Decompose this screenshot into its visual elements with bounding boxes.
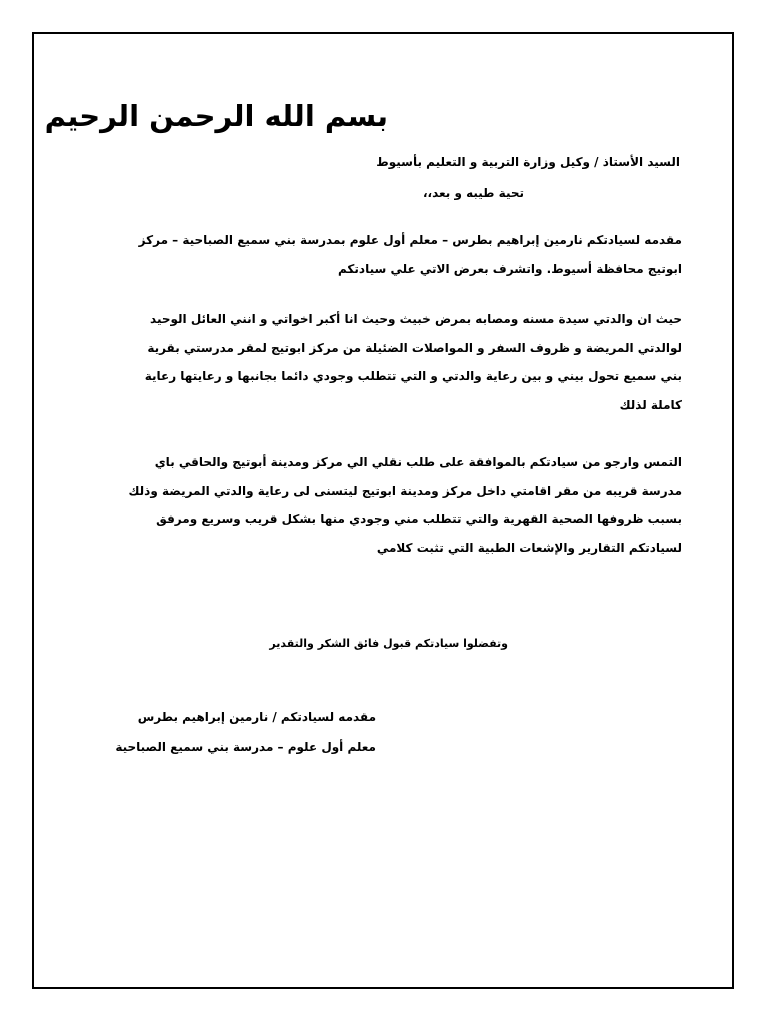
body1-line: كاملة لذلك [619,397,682,412]
recipient-line: السيد الأستاذ / وكيل وزارة التربية و التعليم بأسيوط [376,155,680,169]
body2-line: لسيادتكم التقارير والإشعات الطبية التي تثبت كلامي [376,540,682,555]
intro-paragraph [82,226,682,283]
basmala-heading: بسم الله الرحمن الرحيم [44,99,388,133]
body1-line: لوالدتي المريضة و ظروف السفر و المواصلات الضئيلة من مركز ابوتيج لمقر مدرستي بقرية [147,340,682,355]
signature-name: مقدمه لسيادتكم / نارمين إبراهيم بطرس [137,710,376,724]
body2-line: مدرسة قريبه من مقر اقامتي داخل مركز ومدينة ابوتيج ليتسنى لى رعاية والدتي المريضة وذلك [128,483,682,498]
intro-line: ابوتيج محافظة أسيوط. واتشرف بعرض الاتي علي سيادتكم [338,261,682,276]
closing-line: وتفضلوا سيادتكم قبول فائق الشكر والتقدير [269,637,508,650]
body1-line: حيث ان والدتي سيدة مسنه ومصابه بمرض خبيث وحيث انا أكبر اخواتي و انني العائل الوحيد [150,312,682,326]
body2-line: بسبب ظروفها الصحية القهرية والتي تتطلب مني وجودي منها بشكل قريب وسريع ومرفق [156,512,682,527]
body-paragraph-2 [82,448,682,562]
body2-line: التمس وارجو من سيادتكم بالموافقة على طلب نقلي الي مركز ومدينة أبوتيج والحاقي باي [154,455,682,469]
body1-line: بني سميع تحول بيني و بين رعاية والدتي و التي تتطلب وجودي دائما بجانبها و رعايتها رعاية [144,369,682,384]
signature-role: معلم أول علوم – مدرسة بني سميع الصباحية [115,740,376,754]
greeting-line: تحية طيبه و بعد،، [422,186,524,200]
intro-line: مقدمه لسيادتكم نارمين إبراهيم بطرس – معلم أول علوم بمدرسة بني سميع الصباحية – مركز [138,233,682,247]
body-paragraph-1 [82,305,682,419]
